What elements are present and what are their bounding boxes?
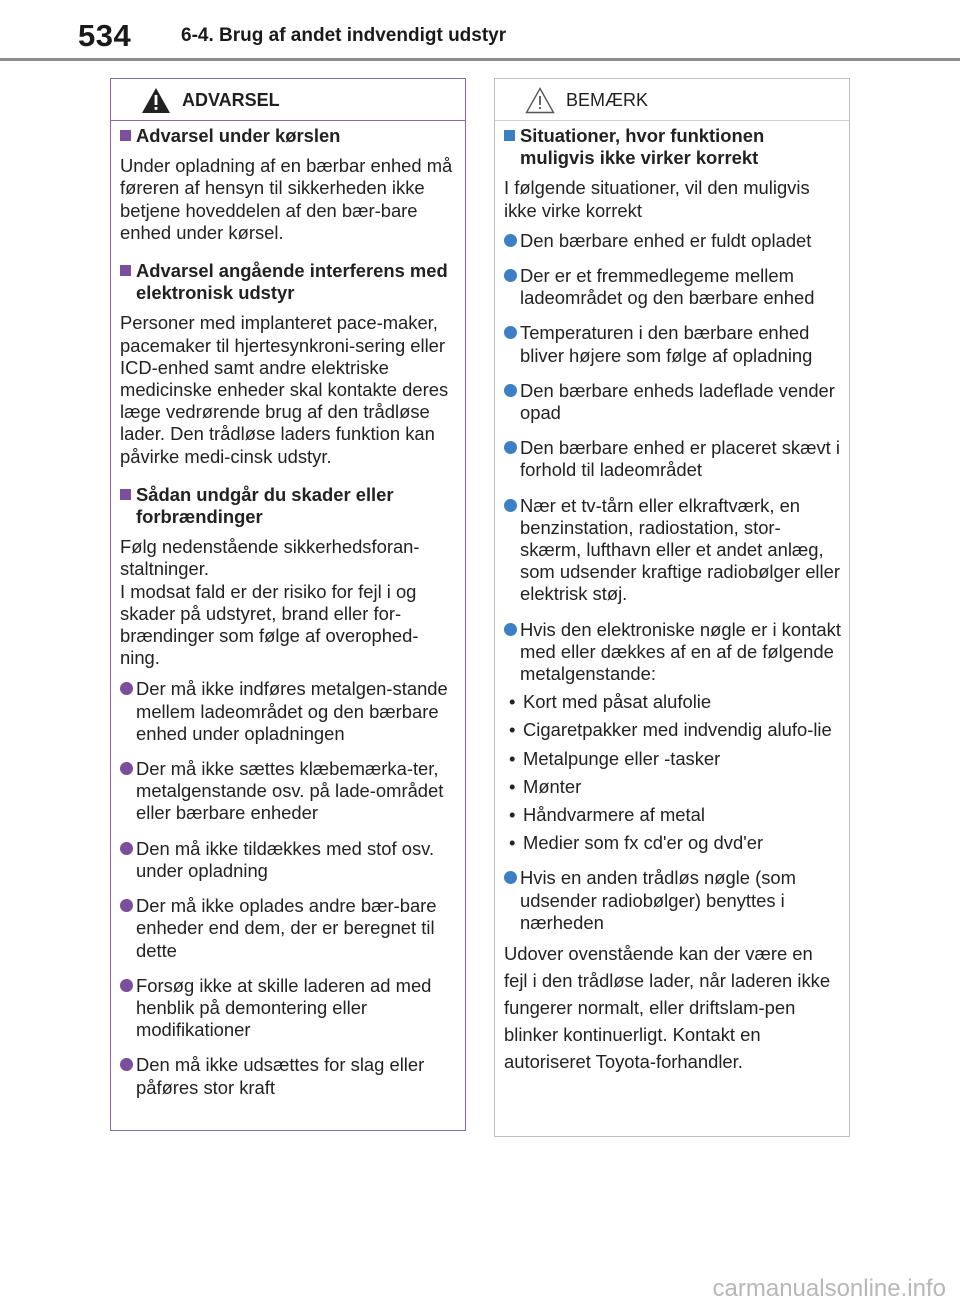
sub-list-item: • Kort med påsat alufolie — [509, 691, 712, 713]
page-header — [0, 0, 960, 62]
bullet-dot-icon — [504, 871, 517, 884]
list-item: Der må ikke oplades andre bær-bare enheder end dem, der er beregnet til dette — [120, 895, 457, 962]
sub-list-item: • Cigaretpakker med indvendig alufo-lie — [509, 719, 832, 741]
note-content — [504, 125, 841, 1075]
bullet-dot-icon — [504, 326, 517, 339]
warning-box — [110, 78, 466, 1131]
list-item: Der må ikke indføres metalgen-stande mellem ladeområdet og den bærbare enhed under opladningen — [120, 678, 457, 745]
list-item: Hvis en anden trådløs nøgle (som udsender radiobølger) benyttes i nærheden — [504, 867, 841, 934]
bullet-dot-icon — [120, 842, 133, 855]
square-bullet-icon — [120, 130, 131, 141]
page-number: 534 — [78, 18, 132, 53]
list-item: Den bærbare enhed er placeret skævt i forhold til ladeområdet — [504, 437, 841, 481]
bullet-dot-icon — [120, 682, 133, 695]
bullet-dot-icon — [120, 979, 133, 992]
list-item: Den må ikke udsættes for slag eller påføres stor kraft — [120, 1054, 457, 1098]
list-item: Der er et fremmedlegeme mellem ladeområdet og den bærbare enhed — [504, 265, 841, 309]
warning-title: ADVARSEL — [182, 90, 280, 110]
sub-list-item: • Medier som fx cd'er og dvd'er — [509, 832, 764, 854]
bullet-dot-icon — [504, 384, 517, 397]
note-closing: Udover ovenstående kan der være en fejl i den trådløse lader, når laderen ikke fungerer normalt, eller driftslam-pen blinker kontinuerligt. Kontakt en autoriseret Toyota-forhandler. — [504, 943, 831, 1073]
list-item: Forsøg ikke at skille laderen ad med henblik på demontering eller modifikationer — [120, 975, 457, 1042]
square-bullet-icon — [120, 265, 131, 276]
warning-subheading: Sådan undgår du skader eller forbrændinger — [120, 484, 457, 528]
watermark: carmanualsonline.info — [712, 1275, 946, 1302]
list-item: Temperaturen i den bærbare enhed bliver højere som følge af opladning — [504, 322, 841, 366]
note-intro: I følgende situationer, vil den muligvis ikke virke korrekt — [504, 177, 810, 221]
note-title: BEMÆRK — [566, 90, 649, 110]
note-header — [495, 79, 849, 121]
note-subheading: Situationer, hvor funktionen muligvis ikke virker korrekt — [504, 125, 841, 169]
bullet-dot-icon — [504, 499, 517, 512]
warning-subheading: Advarsel under kørslen — [120, 125, 457, 147]
warning-paragraph: Følg nedenstående sikkerhedsforan-staltninger. I modsat fald er der risiko for fejl i og skader på udstyret, brand eller for-brændinger som følge af overophed-ning. — [120, 536, 420, 669]
square-bullet-icon — [504, 130, 515, 141]
warning-content — [120, 125, 457, 1099]
warning-paragraph: Personer med implanteret pace-maker, pacemaker til hjertesynkroni-sering eller ICD-enhed samt andre elektriske medicinske enheder skal kontakte deres læge vedrørende brug af den trådløse lader. Den trådløse laders funktion kan påvirke medi-cinsk udstyr. — [120, 312, 449, 467]
list-item: Der må ikke sættes klæbemærka-ter, metalgenstande osv. på lade-området eller bærbare enheder — [120, 758, 457, 825]
header-rule — [0, 58, 960, 61]
list-item: Den bærbare enhed er fuldt opladet — [504, 230, 841, 252]
section-title: 6-4. Brug af andet indvendigt udstyr — [181, 25, 507, 46]
sub-list-item: • Mønter — [509, 775, 582, 797]
warning-paragraph: Under opladning af en bærbar enhed må føreren af hensyn til sikkerheden ikke betjene hoveddelen af den bær-bare enhed under kørsel. — [120, 155, 453, 243]
sub-list-item: • Metalpunge eller -tasker — [509, 747, 721, 769]
bullet-dot-icon — [120, 899, 133, 912]
bullet-dot-icon — [504, 269, 517, 282]
list-item: Den må ikke tildækkes med stof osv. under opladning — [120, 838, 457, 882]
square-bullet-icon — [120, 489, 131, 500]
bullet-dot-icon — [504, 234, 517, 247]
warning-subheading: Advarsel angående interferens med elektronisk udstyr — [120, 260, 457, 304]
bullet-dot-icon — [504, 441, 517, 454]
bullet-dot-icon — [120, 762, 133, 775]
warning-header — [111, 79, 465, 121]
note-box — [494, 78, 850, 1137]
list-item: Nær et tv-tårn eller elkraftværk, en benzinstation, radiostation, stor-skærm, lufthavn eller et andet anlæg, som udsender kraftige radiobølger eller elektrisk støj. — [504, 495, 841, 606]
list-item: Hvis den elektroniske nøgle er i kontakt med eller dækkes af en af de følgende metalgenstande: — [504, 619, 841, 686]
warning-triangle-icon — [141, 87, 171, 114]
bullet-dot-icon — [504, 623, 517, 636]
bullet-dot-icon — [120, 1058, 133, 1071]
list-item: Den bærbare enheds ladeflade vender opad — [504, 380, 841, 424]
sub-list-item: • Håndvarmere af metal — [509, 804, 705, 826]
caution-triangle-icon — [525, 87, 555, 114]
